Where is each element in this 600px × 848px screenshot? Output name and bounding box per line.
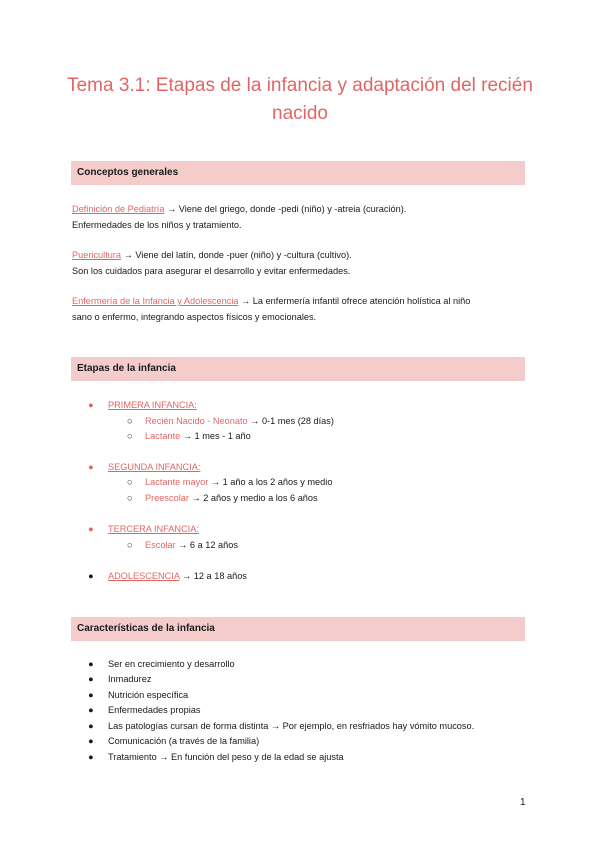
list-item: [88, 734, 259, 748]
list-item: [88, 750, 344, 764]
bullet-dot-icon: ●: [88, 462, 94, 472]
stage-label-link[interactable]: PRIMERA INFANCIA:: [108, 400, 197, 410]
stage-item: [127, 491, 318, 505]
page-title: [60, 72, 540, 128]
bullet-circle-icon: ○: [127, 431, 133, 441]
concept-text: → La enfermería infantil ofrece atención holística al niño: [238, 296, 471, 306]
stage-item: [127, 414, 334, 428]
stage-item-term: Lactante: [145, 431, 181, 441]
stage-item-text: → 1 año a los 2 años y medio: [208, 477, 333, 487]
concept-puericultura: [72, 247, 532, 279]
stage-label-link[interactable]: SEGUNDA INFANCIA:: [108, 462, 201, 472]
stage-tercera: [88, 522, 199, 536]
title-line-2: nacido: [272, 103, 328, 124]
bullet-dot-icon: ●: [88, 674, 94, 684]
stage-item-text: → 6 a 12 años: [175, 540, 238, 550]
list-item: [88, 719, 474, 733]
stage-item-text: → 2 años y medio a los 6 años: [188, 493, 318, 503]
bullet-circle-icon: ○: [127, 477, 133, 487]
stage-label-link[interactable]: TERCERA INFANCIA:: [108, 524, 199, 534]
stage-item-term: Preescolar: [145, 493, 189, 503]
stage-item-term: Lactante mayor: [145, 477, 209, 487]
stage-label-link[interactable]: ADOLESCENCIA: [108, 571, 180, 581]
list-item-text: Tratamiento → En función del peso y de la edad se ajusta: [108, 752, 344, 762]
bullet-dot-icon: ●: [88, 400, 94, 410]
bullet-dot-icon: ●: [88, 736, 94, 746]
stage-item-term: Recién Nacido - Neonato: [145, 416, 248, 426]
concept-term-link[interactable]: Definición de Pediatría: [72, 204, 165, 214]
bullet-dot-icon: ●: [88, 571, 94, 581]
stage-primera: [88, 398, 197, 412]
bullet-dot-icon: ●: [88, 721, 94, 731]
bullet-dot-icon: ●: [88, 690, 94, 700]
list-item: [88, 657, 235, 671]
section-header-conceptos: Conceptos generales: [71, 161, 525, 185]
concept-text: → Viene del griego, donde -pedi (niño) y -atreia (curación).: [164, 204, 407, 214]
concept-text-line2: Enfermedades de los niños y tratamiento.: [72, 220, 242, 230]
stage-segunda: [88, 460, 200, 474]
concept-text: → Viene del latín, donde -puer (niño) y -cultura (cultivo).: [121, 250, 352, 260]
bullet-circle-icon: ○: [127, 493, 133, 503]
stage-text: → 12 a 18 años: [179, 571, 247, 581]
bullet-circle-icon: ○: [127, 540, 133, 550]
bullet-dot-icon: ●: [88, 705, 94, 715]
stage-item: [127, 538, 238, 552]
list-item-text: Enfermedades propias: [108, 705, 201, 715]
section-header-etapas: Etapas de la infancia: [71, 357, 525, 381]
list-item-text: Las patologías cursan de forma distinta → Por ejemplo, en resfriados hay vómito mucoso.: [108, 721, 475, 731]
concept-enfermeria: [72, 293, 532, 325]
bullet-dot-icon: ●: [88, 659, 94, 669]
concept-text-line2: sano o enfermo, integrando aspectos físicos y emocionales.: [72, 312, 317, 322]
page-number: 1: [520, 797, 526, 808]
list-item: [88, 672, 151, 686]
list-item-text: Nutrición específica: [108, 690, 189, 700]
stage-item: [127, 429, 251, 443]
stage-item-text: → 0-1 mes (28 días): [247, 416, 334, 426]
stage-adolescencia: [88, 569, 247, 583]
concept-text-line2: Son los cuidados para asegurar el desarrollo y evitar enfermedades.: [72, 266, 351, 276]
bullet-circle-icon: ○: [127, 416, 133, 426]
section-header-caracteristicas: Características de la infancia: [71, 617, 525, 641]
list-item: [88, 688, 188, 702]
list-item-text: Ser en crecimiento y desarrollo: [108, 659, 235, 669]
title-line-1: Tema 3.1: Etapas de la infancia y adaptación del recién: [67, 75, 533, 96]
stage-item-text: → 1 mes - 1 año: [180, 431, 251, 441]
stage-item-term: Escolar: [145, 540, 176, 550]
concept-pediatria: [72, 201, 532, 233]
bullet-dot-icon: ●: [88, 752, 94, 762]
bullet-dot-icon: ●: [88, 524, 94, 534]
concept-term-link[interactable]: Enfermería de la Infancia y Adolescencia: [72, 296, 239, 306]
list-item-text: Comunicación (a través de la familia): [108, 736, 260, 746]
list-item-text: Inmadurez: [108, 674, 152, 684]
stage-item: [127, 475, 332, 489]
concept-term-link[interactable]: Puericultura: [72, 250, 122, 260]
list-item: [88, 703, 200, 717]
